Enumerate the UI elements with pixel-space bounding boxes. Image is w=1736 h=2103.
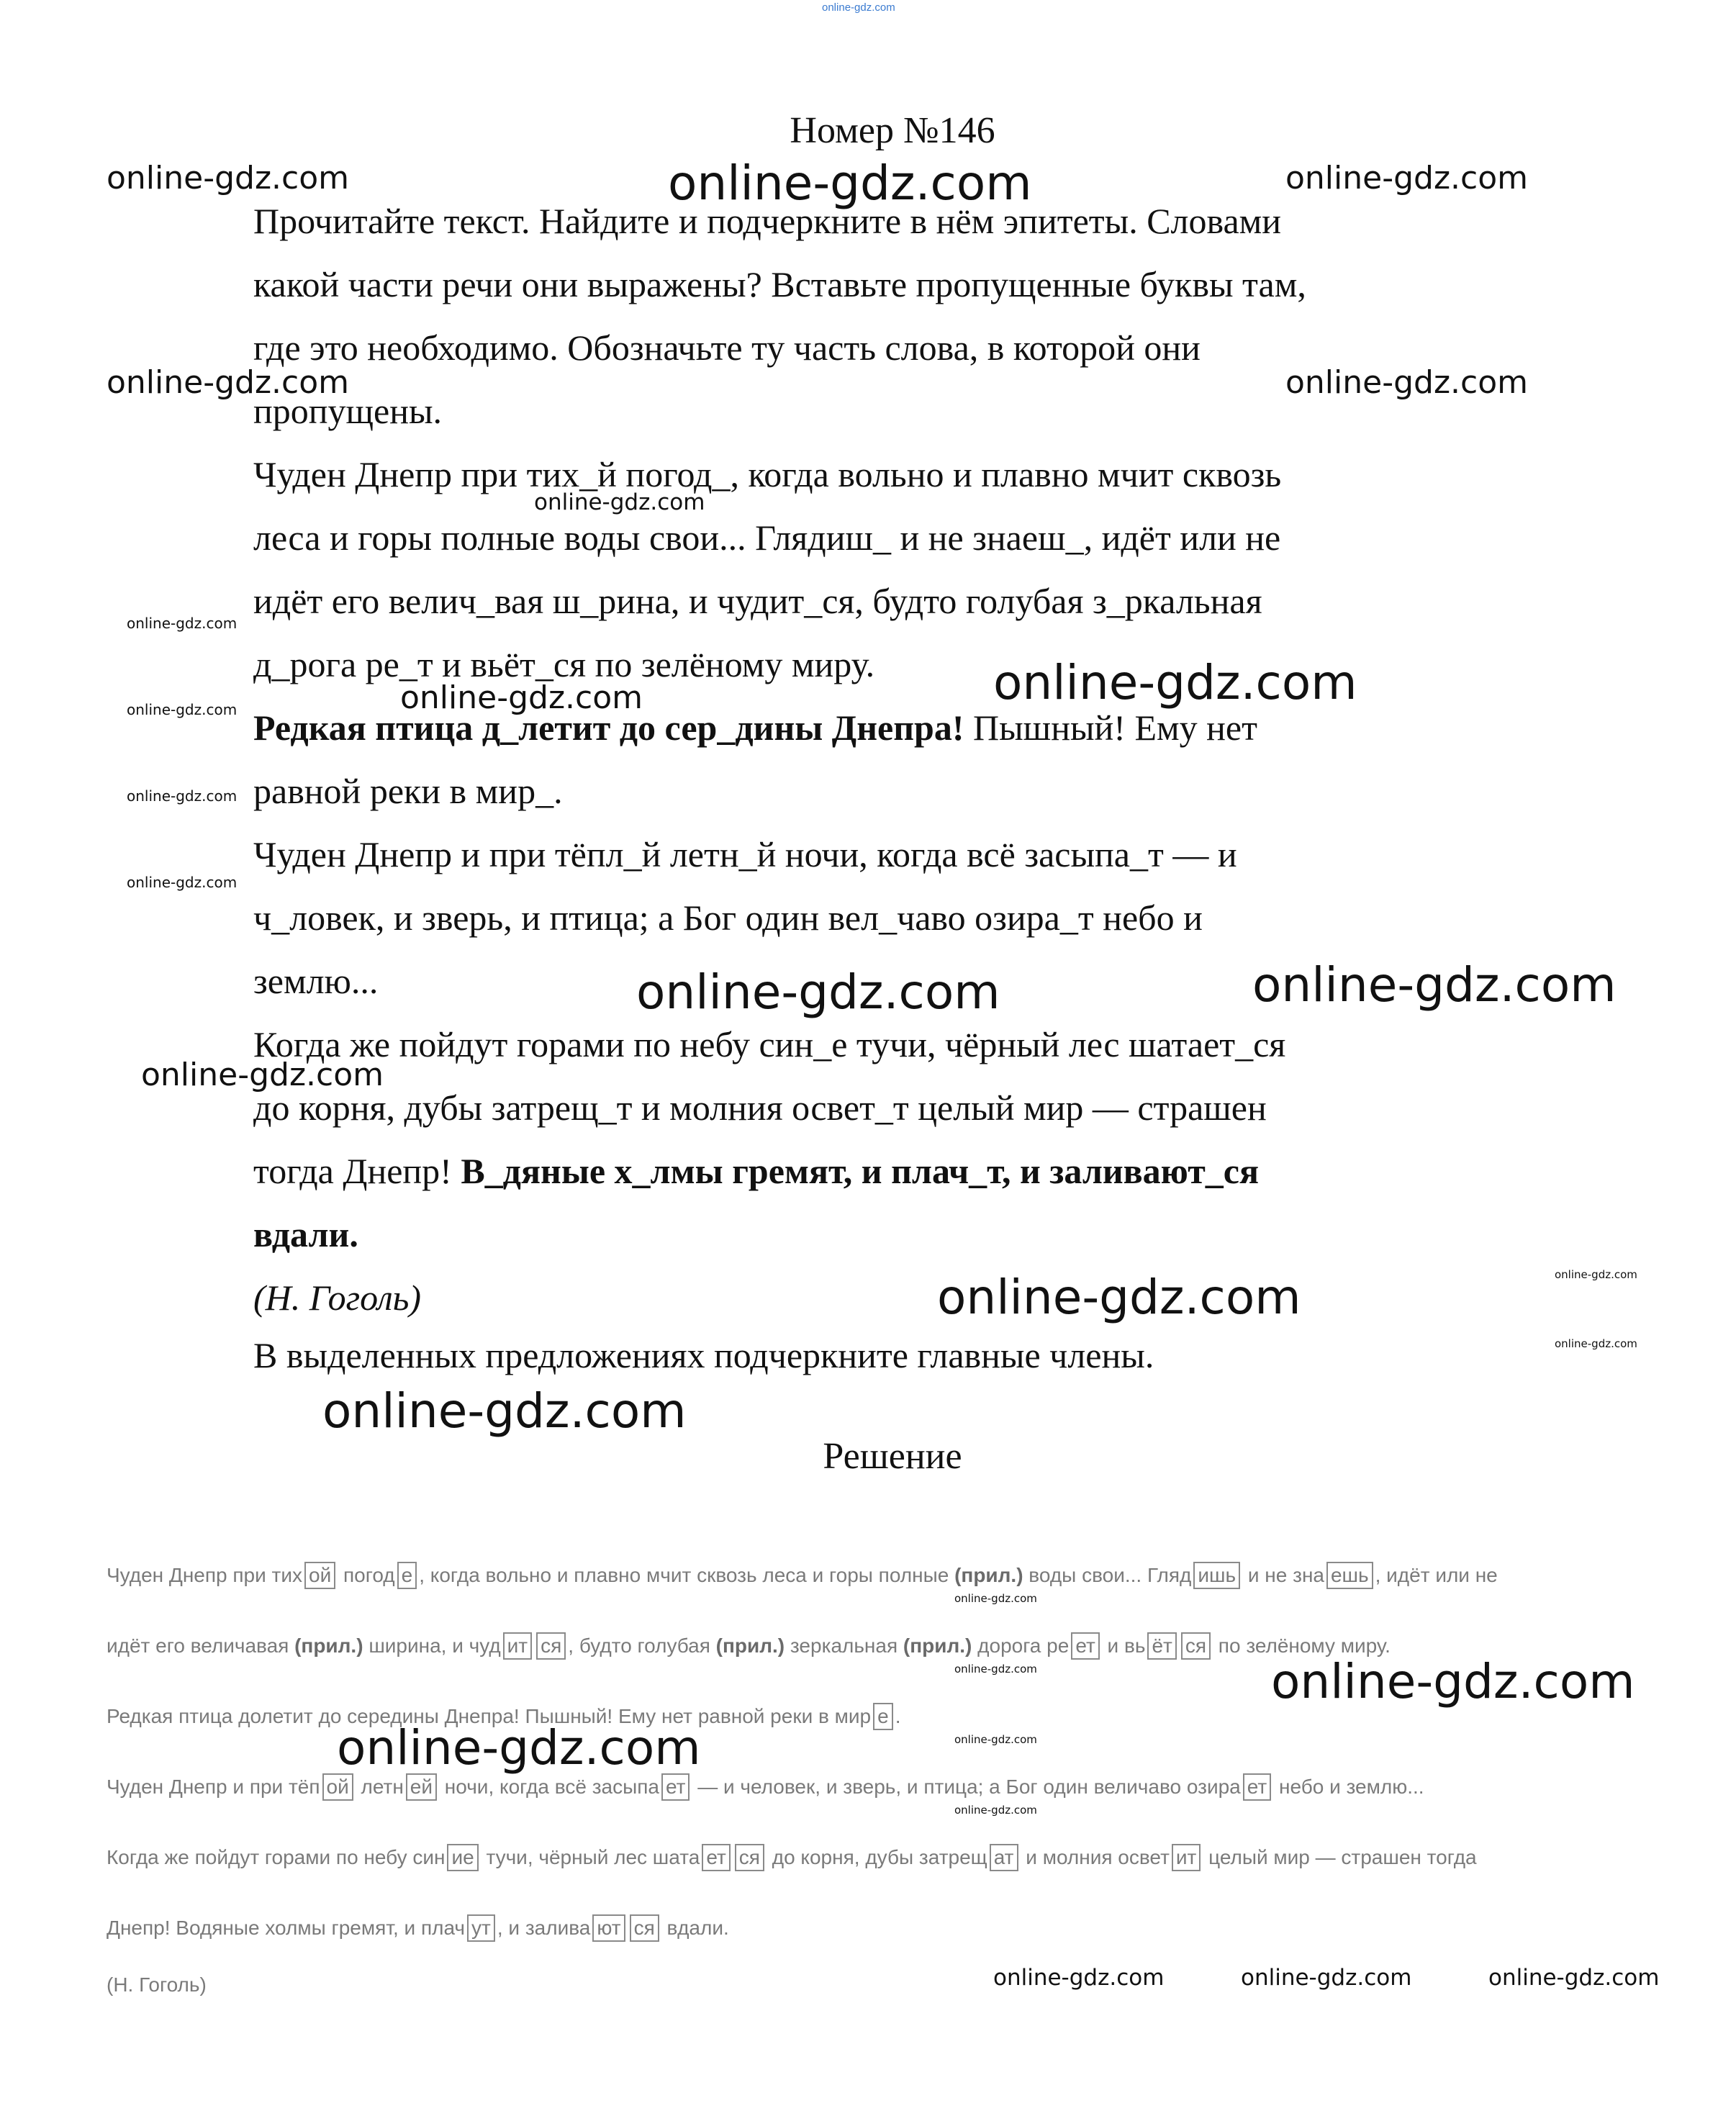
watermark: online-gdz.com [993, 655, 1357, 710]
solution-text: и не зна [1242, 1564, 1324, 1586]
ending-box: е [873, 1703, 893, 1730]
text-line: равной реки в мир_. [253, 771, 563, 811]
watermark: online-gdz.com [1488, 1965, 1660, 1991]
solution-heading: Решение [823, 1436, 962, 1477]
ending-box: ой [322, 1773, 353, 1801]
pos-label: (прил.) [715, 1634, 785, 1657]
watermark: online-gdz.com [1285, 160, 1529, 196]
solution-line [107, 1773, 1424, 1801]
watermark: online-gdz.com [636, 964, 1000, 1020]
solution-text: Чуден Днепр при тих [107, 1564, 303, 1586]
solution-text: , и залива [497, 1917, 591, 1939]
ending-box: ой [304, 1562, 335, 1589]
solution-text: и молния освет [1020, 1846, 1170, 1868]
solution-text: зеркальная [785, 1634, 903, 1657]
solution-text: Чуден Днепр и при тёп [107, 1776, 320, 1798]
ending-box: ет [1243, 1773, 1271, 1801]
text-line: землю... [253, 961, 379, 1001]
solution-text: вдали. [661, 1917, 729, 1939]
text-line: Чуден Днепр при тих_й погод_, когда вольно и плавно мчит сквозь [253, 454, 1282, 494]
watermark: online-gdz.com [954, 1804, 1037, 1817]
text-line: Чуден Днепр и при тёпл_й летн_й ночи, когда всё засыпа_т — и [253, 834, 1237, 874]
text-fragment: Пышный! Ему нет [964, 707, 1257, 748]
ending-box: ёт [1147, 1632, 1176, 1660]
ending-box: ешь [1326, 1562, 1373, 1589]
solution-text: ночи, когда всё засыпа [439, 1776, 659, 1798]
watermark: online-gdz.com [1555, 1337, 1637, 1350]
ending-box: ет [661, 1773, 690, 1801]
solution-text: до корня, дубы затрещ [766, 1846, 987, 1868]
watermark: online-gdz.com [668, 155, 1032, 211]
ending-box: ишь [1193, 1562, 1240, 1589]
solution-text: . [895, 1705, 901, 1727]
solution-text: , когда вольно и плавно мчит сквозь леса и горы полные [419, 1564, 955, 1586]
bold-sentence-end: вдали. [253, 1214, 358, 1254]
source-link[interactable]: online-gdz.com [822, 1, 895, 14]
text-line: леса и горы полные воды свои... Глядиш_ и не знаеш_, идёт или не [253, 517, 1281, 558]
ending-box: ся [735, 1844, 764, 1871]
watermark: online-gdz.com [1241, 1965, 1412, 1991]
solution-text: погод [338, 1564, 395, 1586]
text-line: Когда же пойдут горами по небу син_е тучи, чёрный лес шатает_ся [253, 1024, 1286, 1064]
pos-label: (прил.) [294, 1634, 363, 1657]
ending-box: ут [467, 1914, 495, 1942]
watermark: online-gdz.com [1271, 1654, 1635, 1709]
ending-box: ет [702, 1844, 730, 1871]
pos-label: (прил.) [903, 1634, 972, 1657]
ending-box: ат [990, 1844, 1018, 1871]
solution-text: целый мир — страшен тогда [1203, 1846, 1477, 1868]
solution-line [107, 1632, 1391, 1660]
ending-box: ся [1181, 1632, 1211, 1660]
watermark: online-gdz.com [107, 160, 350, 196]
solution-text: летн [355, 1776, 404, 1798]
solution-text: воды свои... Гляд [1023, 1564, 1192, 1586]
watermark: online-gdz.com [1285, 364, 1529, 401]
ending-box: ие [447, 1844, 478, 1871]
solution-text: ширина, и чуд [363, 1634, 501, 1657]
watermark: online-gdz.com [337, 1720, 701, 1776]
solution-text: по зелёному миру. [1213, 1634, 1391, 1657]
watermark: online-gdz.com [322, 1383, 687, 1439]
watermark: online-gdz.com [127, 615, 238, 632]
solution-line [107, 1562, 1498, 1589]
final-task: В выделенных предложениях подчеркните главные члены. [253, 1335, 1154, 1375]
watermark: online-gdz.com [1555, 1268, 1637, 1281]
solution-line [107, 1914, 729, 1942]
watermark: online-gdz.com [141, 1057, 384, 1093]
text-line: до корня, дубы затрещ_т и молния освет_т целый мир — страшен [253, 1087, 1267, 1128]
watermark: online-gdz.com [127, 701, 238, 718]
solution-text: небо и землю... [1273, 1776, 1424, 1798]
ending-box: е [397, 1562, 417, 1589]
watermark: online-gdz.com [127, 787, 238, 805]
solution-text: и вь [1101, 1634, 1146, 1657]
watermark: online-gdz.com [400, 679, 643, 716]
text-line: д_рога ре_т и вьёт_ся по зелёному миру. [253, 644, 875, 684]
text-line: идёт его велич_вая ш_рина, и чудит_ся, будто голубая з_ркальная [253, 581, 1262, 621]
text-line: ч_ловек, и зверь, и птица; а Бог один вел_чаво озира_т небо и [253, 897, 1203, 938]
watermark: online-gdz.com [993, 1965, 1165, 1991]
solution-text: Редкая птица долетит до середины Днепра! Пышный! Ему нет равной реки в мир [107, 1705, 872, 1727]
watermark: online-gdz.com [107, 364, 350, 401]
ending-box: ет [1071, 1632, 1099, 1660]
solution-text: идёт его величавая [107, 1634, 295, 1657]
solution-text: , идёт или не [1375, 1564, 1498, 1586]
ending-box: ют [592, 1914, 625, 1942]
ending-box: ся [536, 1632, 566, 1660]
watermark: online-gdz.com [937, 1270, 1301, 1325]
ending-box: ей [406, 1773, 437, 1801]
watermark: online-gdz.com [954, 1733, 1037, 1746]
solution-text: тучи, чёрный лес шата [480, 1846, 700, 1868]
task-line: Прочитайте текст. Найдите и подчеркните в нём эпитеты. Словами [253, 201, 1282, 241]
task-line: какой части речи они выражены? Вставьте пропущенные буквы там, [253, 264, 1306, 304]
task-line: где это необходимо. Обозначьте ту часть слова, в которой они [253, 327, 1201, 368]
watermark: online-gdz.com [954, 1592, 1037, 1605]
solution-text: дорога ре [972, 1634, 1070, 1657]
solution-text: Когда же пойдут горами по небу син [107, 1846, 446, 1868]
watermark: online-gdz.com [534, 489, 705, 515]
pos-label: (прил.) [954, 1564, 1023, 1586]
watermark: online-gdz.com [1252, 957, 1617, 1013]
text-line [253, 1150, 1259, 1192]
ending-box: ит [503, 1632, 532, 1660]
solution-author: (Н. Гоголь) [107, 1973, 207, 1996]
solution-text: Днепр! Водяные холмы гремят, и плач [107, 1917, 466, 1939]
watermark: online-gdz.com [127, 874, 238, 891]
task-line: пропущены. [253, 391, 443, 431]
bold-sentence: В_дяные х_лмы гремят, и плач_т, и заливают_ся [461, 1151, 1260, 1191]
solution-text: , будто голубая [568, 1634, 716, 1657]
author: (Н. Гоголь) [253, 1277, 422, 1318]
bold-sentence: Редкая птица д_летит до сер_дины Днепра! [253, 707, 964, 748]
ending-box: ся [630, 1914, 659, 1942]
solution-line [107, 1844, 1477, 1871]
ending-box: ит [1172, 1844, 1201, 1871]
text-fragment: тогда Днепр! [253, 1151, 461, 1191]
page-title: Номер №146 [790, 110, 995, 151]
solution-text: — и человек, и зверь, и птица; а Бог один величаво озира [692, 1776, 1241, 1798]
watermark: online-gdz.com [954, 1663, 1037, 1675]
